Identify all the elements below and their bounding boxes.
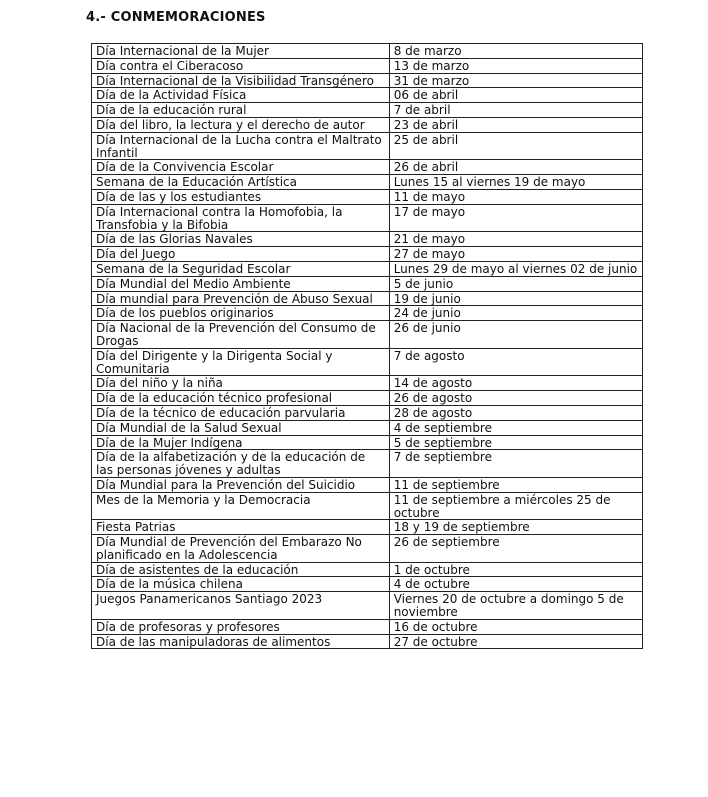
commemoration-name: Juegos Panamericanos Santiago 2023 <box>92 592 390 620</box>
commemoration-name: Día de la música chilena <box>92 577 390 592</box>
table-row <box>92 492 643 520</box>
table-row <box>92 535 643 563</box>
table-row <box>92 592 643 620</box>
table-row <box>92 391 643 406</box>
commemoration-name: Fiesta Patrias <box>92 520 390 535</box>
table-row <box>92 160 643 175</box>
table-row <box>92 348 643 376</box>
table-row <box>92 634 643 649</box>
commemoration-date: 17 de mayo <box>389 204 642 232</box>
commemoration-name: Día del Dirigente y la Dirigenta Social y Comunitaria <box>92 348 390 376</box>
commemoration-name: Día de la educación rural <box>92 103 390 118</box>
commemoration-name: Día Mundial de Prevención del Embarazo No planificado en la Adolescencia <box>92 535 390 563</box>
table-row <box>92 450 643 478</box>
commemoration-date: 06 de abril <box>389 88 642 103</box>
table-row <box>92 306 643 321</box>
commemoration-date: 4 de septiembre <box>389 420 642 435</box>
table-row <box>92 261 643 276</box>
commemoration-date: 16 de octubre <box>389 619 642 634</box>
commemoration-date: 27 de octubre <box>389 634 642 649</box>
commemoration-date: 31 de marzo <box>389 73 642 88</box>
table-row <box>92 204 643 232</box>
commemoration-name: Día de los pueblos originarios <box>92 306 390 321</box>
commemoration-date: 7 de abril <box>389 103 642 118</box>
commemoration-date: 5 de junio <box>389 276 642 291</box>
commemoration-name: Día de las Glorias Navales <box>92 232 390 247</box>
commemoration-name: Día Mundial del Medio Ambiente <box>92 276 390 291</box>
commemoration-name: Día de las manipuladoras de alimentos <box>92 634 390 649</box>
commemoration-name: Semana de la Seguridad Escolar <box>92 261 390 276</box>
commemoration-name: Día de asistentes de la educación <box>92 562 390 577</box>
commemoration-date: 26 de septiembre <box>389 535 642 563</box>
commemoration-date: 25 de abril <box>389 132 642 160</box>
commemoration-date: 19 de junio <box>389 291 642 306</box>
commemoration-date: Viernes 20 de octubre a domingo 5 de noviembre <box>389 592 642 620</box>
table-row <box>92 376 643 391</box>
section-heading: 4.- CONMEMORACIONES <box>86 10 266 25</box>
table-row <box>92 619 643 634</box>
commemoration-date: 11 de mayo <box>389 189 642 204</box>
commemoration-date: 23 de abril <box>389 117 642 132</box>
commemoration-name: Día de la Mujer Indígena <box>92 435 390 450</box>
commemoration-name: Semana de la Educación Artística <box>92 175 390 190</box>
commemoration-date: 11 de septiembre a miércoles 25 de octubre <box>389 492 642 520</box>
table-row <box>92 58 643 73</box>
table-row <box>92 405 643 420</box>
commemoration-name: Día del niño y la niña <box>92 376 390 391</box>
table-row <box>92 117 643 132</box>
commemoration-date: 27 de mayo <box>389 247 642 262</box>
commemoration-name: Día Internacional de la Mujer <box>92 44 390 59</box>
table-row <box>92 88 643 103</box>
commemoration-date: 26 de abril <box>389 160 642 175</box>
commemoration-date: 26 de junio <box>389 321 642 349</box>
commemoration-name: Mes de la Memoria y la Democracia <box>92 492 390 520</box>
table-row <box>92 276 643 291</box>
commemoration-name: Día del libro, la lectura y el derecho de autor <box>92 117 390 132</box>
commemoration-date: Lunes 15 al viernes 19 de mayo <box>389 175 642 190</box>
commemoration-date: Lunes 29 de mayo al viernes 02 de junio <box>389 261 642 276</box>
commemorations-table-body <box>92 44 643 649</box>
commemoration-name: Día de la técnico de educación parvularia <box>92 405 390 420</box>
commemoration-name: Día mundial para Prevención de Abuso Sexual <box>92 291 390 306</box>
commemoration-name: Día de profesoras y profesores <box>92 619 390 634</box>
commemoration-date: 11 de septiembre <box>389 477 642 492</box>
table-row <box>92 435 643 450</box>
commemoration-name: Día Internacional de la Lucha contra el Maltrato Infantil <box>92 132 390 160</box>
table-row <box>92 477 643 492</box>
commemoration-date: 26 de agosto <box>389 391 642 406</box>
commemoration-name: Día de la alfabetización y de la educación de las personas jóvenes y adultas <box>92 450 390 478</box>
commemoration-date: 7 de agosto <box>389 348 642 376</box>
table-row <box>92 103 643 118</box>
commemoration-name: Día Mundial de la Salud Sexual <box>92 420 390 435</box>
commemoration-date: 18 y 19 de septiembre <box>389 520 642 535</box>
commemoration-date: 1 de octubre <box>389 562 642 577</box>
table-row <box>92 175 643 190</box>
table-row <box>92 321 643 349</box>
table-row <box>92 232 643 247</box>
table-row <box>92 577 643 592</box>
commemoration-name: Día Nacional de la Prevención del Consumo de Drogas <box>92 321 390 349</box>
commemoration-date: 5 de septiembre <box>389 435 642 450</box>
commemoration-date: 8 de marzo <box>389 44 642 59</box>
table-row <box>92 247 643 262</box>
commemoration-name: Día Internacional de la Visibilidad Transgénero <box>92 73 390 88</box>
commemoration-date: 7 de septiembre <box>389 450 642 478</box>
commemoration-name: Día de la educación técnico profesional <box>92 391 390 406</box>
commemoration-date: 4 de octubre <box>389 577 642 592</box>
table-row <box>92 189 643 204</box>
commemoration-name: Día de las y los estudiantes <box>92 189 390 204</box>
commemoration-name: Día contra el Ciberacoso <box>92 58 390 73</box>
commemoration-name: Día del Juego <box>92 247 390 262</box>
commemoration-date: 28 de agosto <box>389 405 642 420</box>
table-row <box>92 132 643 160</box>
commemoration-name: Día Mundial para la Prevención del Suicidio <box>92 477 390 492</box>
commemoration-name: Día Internacional contra la Homofobia, la Transfobia y la Bifobia <box>92 204 390 232</box>
commemoration-date: 13 de marzo <box>389 58 642 73</box>
commemoration-date: 24 de junio <box>389 306 642 321</box>
table-row <box>92 73 643 88</box>
table-row <box>92 291 643 306</box>
commemoration-date: 14 de agosto <box>389 376 642 391</box>
commemoration-date: 21 de mayo <box>389 232 642 247</box>
table-row <box>92 420 643 435</box>
table-row <box>92 520 643 535</box>
commemoration-name: Día de la Actividad Física <box>92 88 390 103</box>
table-row <box>92 44 643 59</box>
commemoration-name: Día de la Convivencia Escolar <box>92 160 390 175</box>
table-row <box>92 562 643 577</box>
commemorations-table <box>91 43 643 649</box>
